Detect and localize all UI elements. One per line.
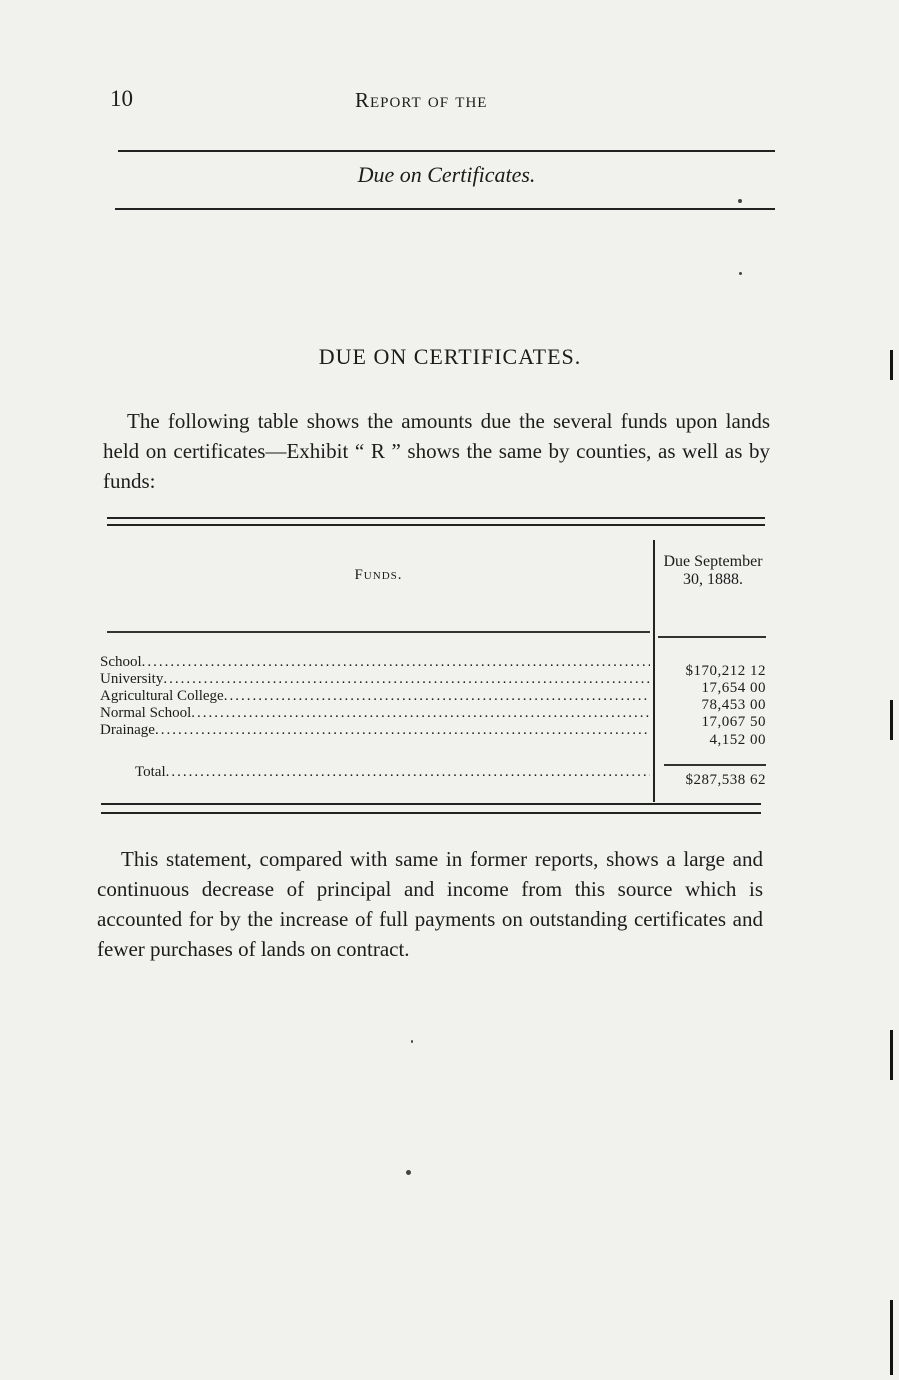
table-row — [100, 688, 650, 704]
fund-name: School — [100, 654, 142, 670]
amount-cell: 17,654 00 — [701, 680, 766, 696]
section-heading: DUE ON CERTIFICATES. — [318, 344, 582, 369]
total-row — [135, 764, 650, 780]
scan-speck — [738, 199, 742, 203]
dot-leader — [166, 764, 650, 780]
page-edge-mark — [890, 350, 893, 380]
total-amount: $287,538 62 — [685, 772, 766, 788]
table-bottom-rule — [101, 803, 761, 805]
page-edge-mark — [890, 700, 893, 740]
table-row — [100, 722, 650, 738]
total-label: Total — [135, 764, 166, 780]
header-rule-top — [118, 150, 775, 152]
scan-speck — [406, 1170, 411, 1175]
page-number: 10 — [110, 86, 133, 111]
header-underline-funds — [107, 631, 650, 633]
table-top-rule-inner — [107, 524, 765, 526]
funds-column-header: Funds. — [354, 567, 403, 583]
amount-cell: 4,152 00 — [709, 732, 766, 748]
header-rule-bottom — [115, 208, 775, 210]
due-column-header: Due September 30, 1888. — [663, 553, 763, 588]
amount-cell: $170,212 12 — [685, 663, 766, 679]
fund-name: Agricultural College — [100, 688, 224, 704]
page-edge-mark — [890, 1300, 893, 1375]
amount-cell: 78,453 00 — [701, 697, 766, 713]
fund-name: Normal School — [100, 705, 192, 721]
running-title: Report of the — [355, 88, 488, 112]
fund-name: Drainage — [100, 722, 155, 738]
total-rule — [664, 764, 766, 766]
dot-leader — [191, 705, 650, 721]
table-bottom-rule-outer — [101, 812, 761, 814]
table-top-rule — [107, 517, 765, 519]
table-row — [100, 671, 650, 687]
table-row — [100, 654, 650, 670]
dot-leader — [142, 654, 650, 670]
dot-leader — [155, 722, 650, 738]
table-row — [100, 705, 650, 721]
header-underline-due — [658, 636, 766, 638]
amount-cell: 17,067 50 — [701, 714, 766, 730]
closing-paragraph: This statement, compared with same in former reports, shows a large and continuous decrease of principal and income from this source which is accounted for by the increase of full payments on outstanding certificates and fewer purchases of lands on contract. — [97, 847, 763, 961]
fund-name: University — [100, 671, 164, 687]
section-caption: Due on Certificates. — [357, 162, 536, 187]
scan-speck — [411, 1040, 413, 1043]
intro-paragraph: The following table shows the amounts due the several funds upon lands held on certificates—Exhibit “ R ” shows the same by counties, as well as by funds: — [103, 409, 770, 493]
page-edge-mark — [890, 1030, 893, 1080]
dot-leader — [163, 671, 650, 687]
dot-leader — [224, 688, 650, 704]
scan-speck — [739, 272, 742, 275]
